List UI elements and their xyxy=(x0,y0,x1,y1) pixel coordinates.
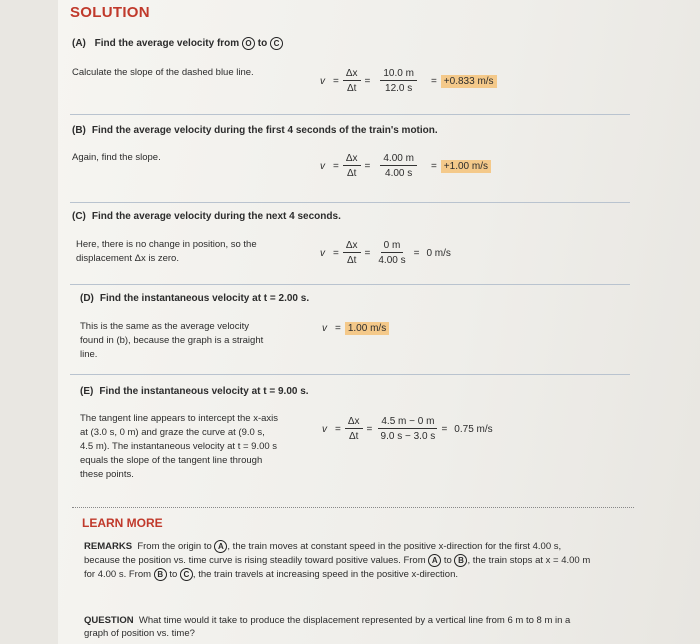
point-c-icon: C xyxy=(270,37,283,50)
remarks-label: REMARKS xyxy=(84,541,133,553)
point-c-icon: C xyxy=(180,568,193,581)
point-a-icon: A xyxy=(428,554,441,567)
point-o-icon: O xyxy=(242,37,255,50)
part-a-text: Calculate the slope of the dashed blue line. xyxy=(72,67,254,78)
part-a-den: 12.0 s xyxy=(385,83,413,94)
question-text: QUESTION What time would it take to produce the displacement represented by a vertical line from 6 m to 8 m in a graph of position vs. time? xyxy=(84,615,571,639)
part-d-heading: (D) Find the instantaneous velocity at t = 2.00 s. xyxy=(80,293,310,304)
point-a-icon: A xyxy=(214,540,227,553)
part-a-answer: +0.833 m/s xyxy=(441,75,497,88)
part-d-answer: 1.00 m/s xyxy=(345,322,389,335)
part-a-equation: v = $\frac{\Delta x}{\Delta t}$ = $\frac{10.0 m}{12.0 s}$ = +0.833 m/s xyxy=(316,68,497,94)
part-b-equation: v = $\frac{\Delta x}{\Delta t}$ = $\frac{4.00 m}{4.00 s}$ = +1.00 m/s xyxy=(316,153,491,179)
part-b-text: Again, find the slope. xyxy=(72,152,161,163)
part-c-heading: (C) Find the average velocity during the next 4 seconds. xyxy=(72,211,341,222)
part-e-heading: (E) Find the instantaneous velocity at t = 9.00 s. xyxy=(80,386,309,397)
divider xyxy=(70,114,630,115)
part-b-answer: +1.00 m/s xyxy=(441,160,491,173)
divider xyxy=(70,284,630,285)
divider xyxy=(72,507,634,508)
part-e-answer: 0.75 m/s xyxy=(454,423,493,435)
part-a-label: (A) xyxy=(72,38,86,50)
part-e-text: The tangent line appears to intercept the x-axis at (3.0 s, 0 m) and graze the curve at (9.0 s, 4.5 m). The instantaneous velocity at t = 9.00 s equals the slope of the tangent line through these points. xyxy=(80,413,279,480)
solution-title: SOLUTION xyxy=(70,4,150,21)
divider xyxy=(70,374,630,375)
divider xyxy=(70,202,630,203)
part-e-equation: v = $\frac{\Delta x}{\Delta t}$ = $\frac{4.5 m - 0 m}{9.0 s - 3.0 s}$ = 0.75 m/s xyxy=(318,416,496,442)
part-c-text: Here, there is no change in position, so the displacement Δx is zero. xyxy=(76,239,257,264)
part-d-text: This is the same as the average velocity found in (b), because the graph is a straight line. xyxy=(80,321,264,360)
part-b-heading: (B) Find the average velocity during the first 4 seconds of the train's motion. xyxy=(72,125,438,136)
part-c-equation: v = $\frac{\Delta x}{\Delta t}$ = $\frac{0 m}{4.00 s}$ = 0 m/s xyxy=(316,240,454,266)
point-b-icon: B xyxy=(154,568,167,581)
point-b-icon: B xyxy=(454,554,467,567)
part-a-num: 10.0 m xyxy=(380,68,417,81)
part-c-answer: 0 m/s xyxy=(426,247,451,259)
part-a-heading: (A) Find the average velocity from O to C xyxy=(72,37,283,50)
learn-more-title: LEARN MORE xyxy=(82,516,163,530)
question-label: QUESTION xyxy=(84,615,134,626)
remarks-text: REMARKS From the origin to A , the train moves at constant speed in the positive x-direction for the first 4.00 s, because the position vs. time curve is rising steadily toward positive values. From A to B , the train stops at x = 4.00 m for 4.00 s. From B to C , the train travels at increasing speed in the positive x-direction. xyxy=(84,541,591,581)
part-d-equation: v = 1.00 m/s xyxy=(318,322,389,335)
